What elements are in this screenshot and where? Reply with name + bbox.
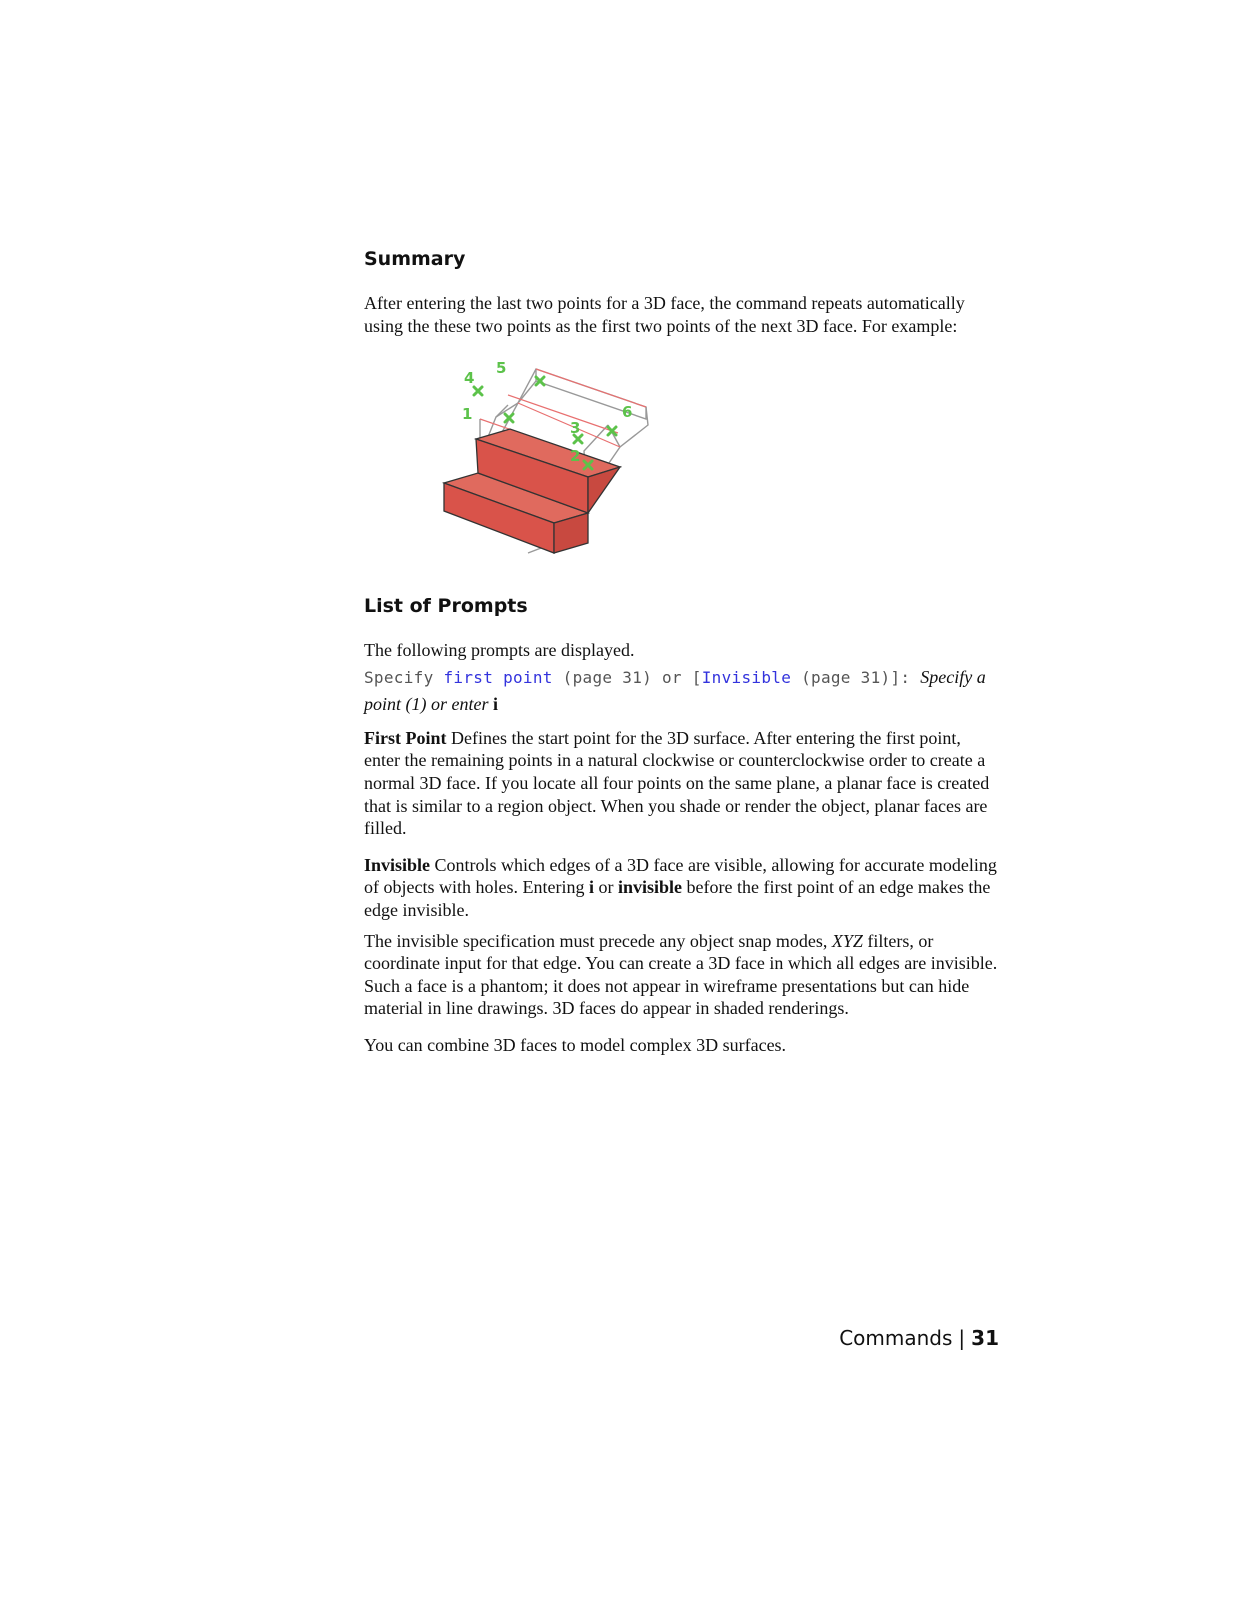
footer-separator: | xyxy=(958,1326,966,1350)
prompt-instruction: Specify a point (1) or enter xyxy=(364,666,986,714)
red-filled-steps xyxy=(444,429,620,553)
first-point-link[interactable]: first point xyxy=(443,667,553,687)
stair-3dface-figure xyxy=(408,347,668,567)
page-content xyxy=(364,246,1000,1057)
invisible-text-or: or xyxy=(593,877,618,898)
command-prompt-line xyxy=(364,664,1000,717)
first-point-term: First Point xyxy=(364,727,447,748)
page-footer xyxy=(839,1326,999,1350)
invisible-link[interactable]: Invisible xyxy=(701,667,792,687)
point-label-4: 4 xyxy=(464,369,475,388)
invisible-text-b: before the first point of an edge makes the edge invisible. xyxy=(364,877,991,920)
invisible-spec-b: filters, or coordinate input for that edge. You can create a 3D face in which all edges are invisible. Such a face is a phantom; it does not appear in wireframe presentations but can hide material in line drawings. 3D faces do appear in shaded renderings. xyxy=(364,930,998,1019)
invisible-spec-paragraph xyxy=(364,930,1000,1020)
invisible-key-i: i xyxy=(588,877,594,898)
footer-section: Commands xyxy=(839,1326,953,1350)
invisible-spec-xyz: XYZ xyxy=(831,930,863,951)
point-label-5: 5 xyxy=(496,359,507,378)
invisible-text-a: Controls which edges of a 3D face are visible, allowing for accurate modeling of objects with holes. Entering xyxy=(364,854,997,898)
invisible-description xyxy=(364,854,1000,922)
prompt-page-ref-1: (page 31) or [ xyxy=(552,667,702,687)
point-label-3: 3 xyxy=(570,419,581,438)
point-label-1: 1 xyxy=(462,405,473,424)
invisible-spec-a: The invisible specification must precede any object snap modes, xyxy=(364,930,832,951)
page-number: 31 xyxy=(971,1326,999,1350)
first-point-description xyxy=(364,727,1000,840)
prompts-heading: List of Prompts xyxy=(364,595,528,618)
prompt-page-ref-2: (page 31)]: xyxy=(791,667,921,687)
point-label-2: 2 xyxy=(570,447,581,466)
point-label-6: 6 xyxy=(622,403,633,422)
summary-text: After entering the last two points for a 3D face, the command repeats automatically using the these two points as the first two points of the next 3D face. For example: xyxy=(364,293,965,336)
invisible-term: Invisible xyxy=(364,854,431,875)
summary-heading: Summary xyxy=(364,248,466,270)
invisible-key-word: invisible xyxy=(617,877,683,898)
prompt-specify: Specify xyxy=(364,667,444,687)
combine-paragraph: You can combine 3D faces to model complex 3D surfaces. xyxy=(364,1034,787,1055)
prompt-key: i xyxy=(492,693,498,714)
first-point-text: Defines the start point for the 3D surface. After entering the first point, enter the remaining points in a natural clockwise or counterclockwise order to create a normal 3D face. If you locate all four points on the same plane, a planar face is created that is similar to a region object. When you shade or render the object, planar faces are filled. xyxy=(364,727,990,839)
prompts-intro: The following prompts are displayed. xyxy=(364,640,635,661)
